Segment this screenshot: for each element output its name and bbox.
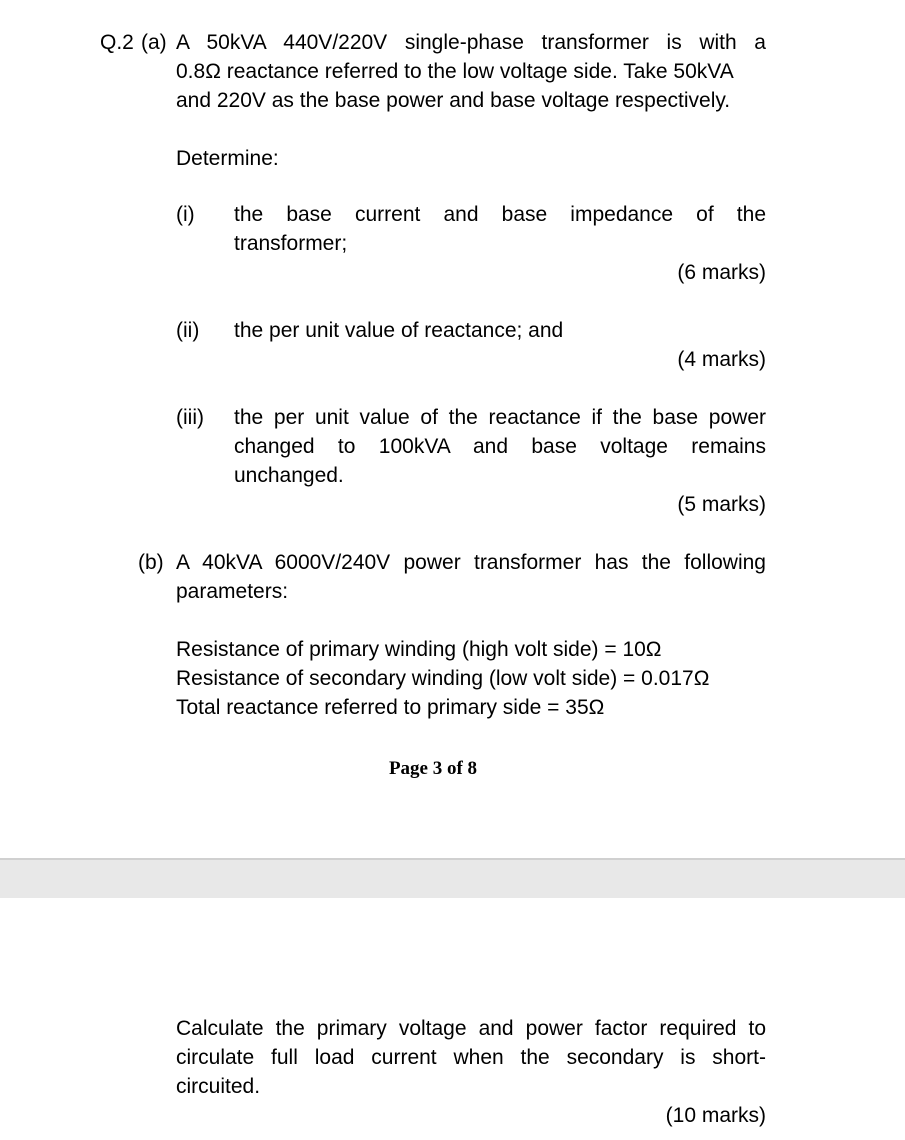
item-iii-line-1: the per unit value of the reactance if the base power bbox=[234, 406, 766, 429]
item-i-roman: (i) bbox=[176, 203, 195, 226]
task-line-2: circulate full load current when the secondary is short- bbox=[176, 1046, 766, 1069]
item-ii-line-1: the per unit value of reactance; and bbox=[234, 319, 564, 342]
part-b-marks: (10 marks) bbox=[665, 1104, 766, 1127]
item-iii-line-2: changed to 100kVA and base voltage remains bbox=[234, 435, 766, 458]
item-iii-marks: (5 marks) bbox=[677, 493, 766, 516]
item-ii-marks: (4 marks) bbox=[677, 348, 766, 371]
part-b-line-2: parameters: bbox=[176, 580, 289, 603]
part-a-line-2: 0.8Ω reactance referred to the low voltage side. Take 50kVA bbox=[176, 60, 734, 83]
part-b-line-1: A 40kVA 6000V/240V power transformer has the following bbox=[176, 551, 766, 574]
item-i-marks: (6 marks) bbox=[677, 261, 766, 284]
task-line-1: Calculate the primary voltage and power factor required to bbox=[176, 1017, 766, 1040]
item-iii-line-3: unchanged. bbox=[234, 464, 344, 487]
item-i-line-2: transformer; bbox=[234, 232, 348, 255]
part-a-line-3: and 220V as the base power and base voltage respectively. bbox=[176, 89, 731, 112]
task-line-3: circuited. bbox=[176, 1075, 261, 1098]
question-number: Q.2 bbox=[100, 31, 134, 54]
determine-label: Determine: bbox=[176, 147, 279, 170]
page-separator bbox=[0, 858, 905, 898]
parameter-line-3: Total reactance referred to primary side = 35Ω bbox=[176, 696, 605, 719]
part-a-label: (a) bbox=[141, 31, 167, 54]
part-a-line-1: A 50kVA 440V/220V single-phase transformer is with a bbox=[176, 31, 766, 54]
item-ii-roman: (ii) bbox=[176, 319, 200, 342]
item-iii-roman: (iii) bbox=[176, 406, 204, 429]
part-b-label: (b) bbox=[138, 551, 164, 574]
parameter-line-2: Resistance of secondary winding (low volt side) = 0.017Ω bbox=[176, 667, 710, 690]
page-number-footer: Page 3 of 8 bbox=[388, 758, 478, 779]
parameter-line-1: Resistance of primary winding (high volt side) = 10Ω bbox=[176, 638, 662, 661]
item-i-line-1: the base current and base impedance of the bbox=[234, 203, 766, 226]
